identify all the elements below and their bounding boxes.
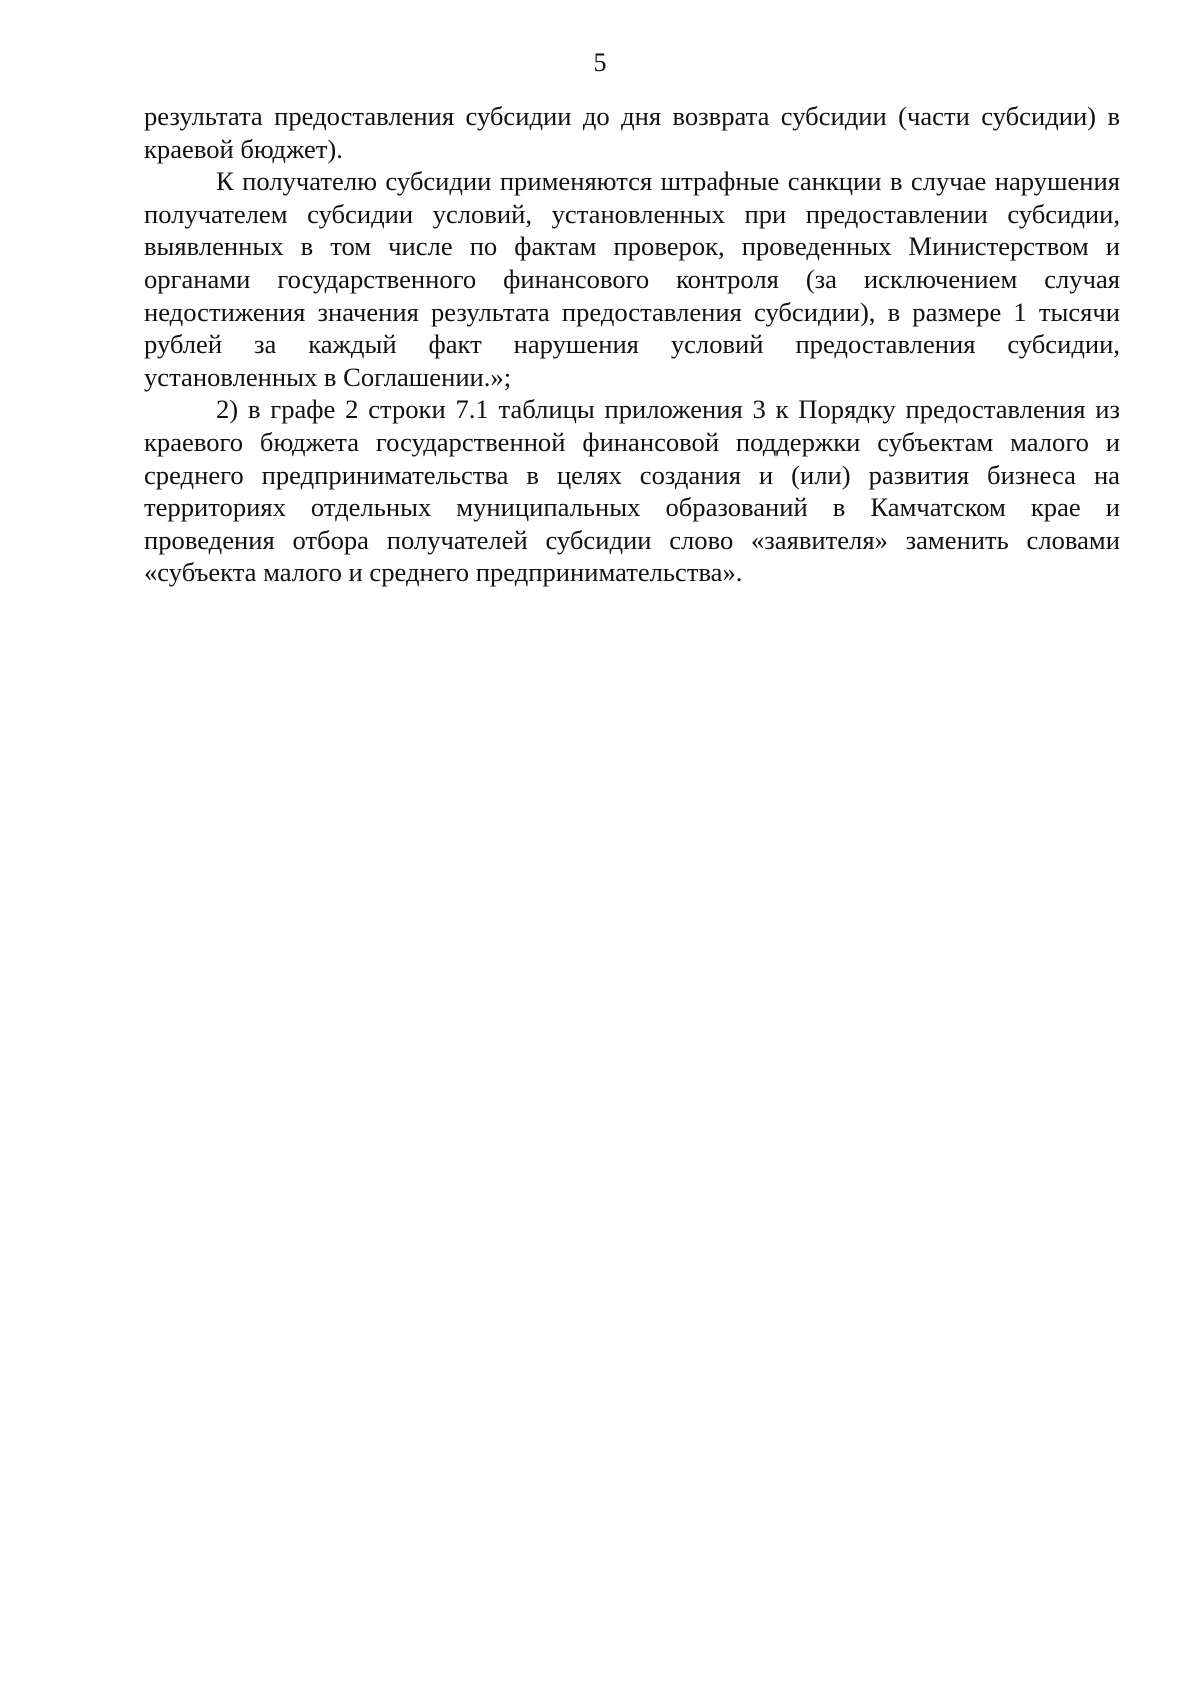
paragraph-amendment-2: 2) в графе 2 строки 7.1 таблицы приложения 3 к Порядку предоставления из краевого бюджета государственной финансовой поддержки субъектам малого и среднего предпринимательства в целях создания и (или) развития бизнеса на территориях отдельных муниципальных образований в Камчатском крае и проведения отбора получателей субсидии слово «заявителя» заменить словами «субъекта малого и среднего предпринимательства».	[144, 394, 1120, 588]
paragraph-penalties: К получателю субсидии применяются штрафные санкции в случае нарушения получателем субсидии условий, установленных при предоставлении субсидии, выявленных в том числе по фактам проверок, проведенных Министерством и органами государственного финансового контроля (за исключением случая недостижения значения результата предоставления субсидии), в размере 1 тысячи рублей за каждый факт нарушения условий предоставления субсидии, установленных в Соглашении.»;	[144, 166, 1120, 392]
page-number: 5	[593, 48, 607, 77]
document-body	[144, 100, 1120, 589]
paragraph-continuation: результата предоставления субсидии до дня возврата субсидии (части субсидии) в краевой бюджет).	[144, 101, 1120, 164]
